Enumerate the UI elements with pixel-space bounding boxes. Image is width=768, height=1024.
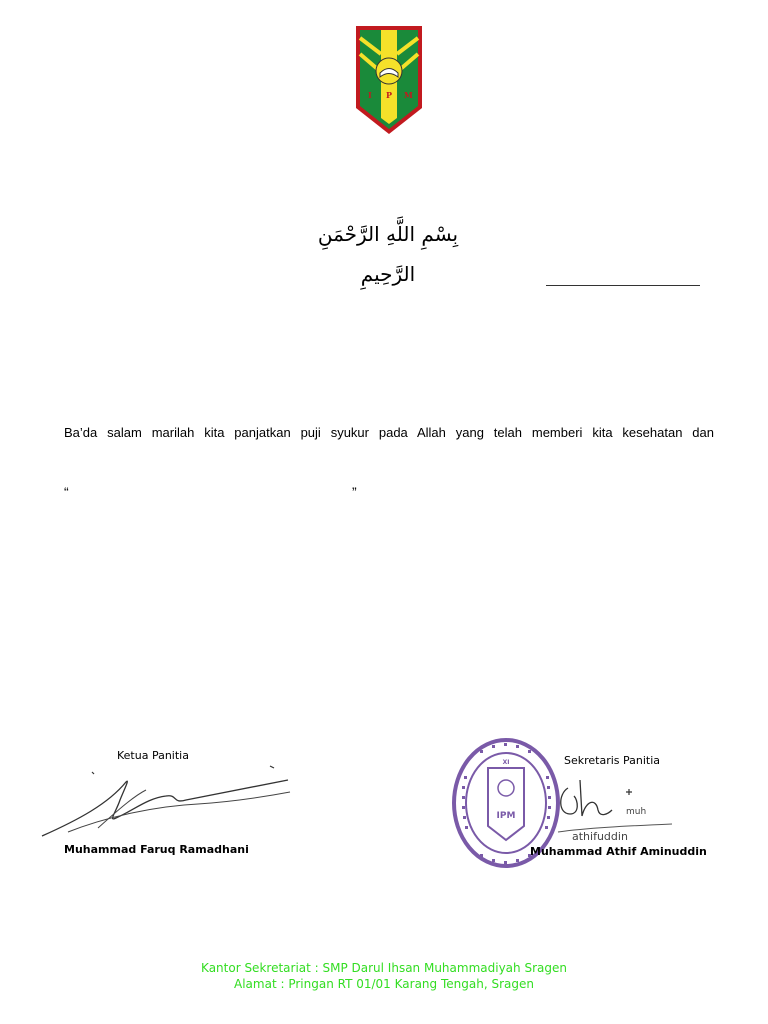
handwritten-signature: athifuddin	[572, 830, 628, 842]
stamp-letters: IPM	[496, 811, 516, 821]
footer	[0, 960, 768, 992]
name-ketua: Muhammad Faruq Ramadhani	[64, 843, 249, 856]
stamp-number: XI	[502, 759, 510, 766]
date-line	[546, 285, 700, 286]
logo-letter-i: I	[368, 90, 372, 100]
name-sekretaris: Muhammad Athif Aminuddin	[530, 845, 707, 858]
role-ketua: Ketua Panitia	[117, 749, 189, 762]
quote-close: ”	[352, 484, 357, 500]
body-paragraph: Ba’da salam marilah kita panjatkan puji syukur pada Allah yang telah memberi kita kesehatan dan	[64, 425, 714, 440]
footer-office-address: Kantor Sekretariat : SMP Darul Ihsan Muhammadiyah Sragen	[201, 961, 567, 975]
ipm-logo	[354, 24, 424, 136]
footer-address: Alamat : Pringan RT 01/01 Karang Tengah, Sragen	[234, 977, 534, 991]
signature-right	[556, 770, 676, 842]
signature-left	[38, 760, 298, 840]
logo-letter-p: P	[386, 90, 393, 100]
quote-open: “	[64, 484, 69, 500]
logo-letter-m: M	[404, 90, 413, 100]
basmala-text: بِسْمِ اللَّهِ الرَّحْمَنِ الرَّحِيمِ	[317, 222, 459, 286]
svg-text:muh: muh	[626, 807, 647, 817]
role-sekretaris: Sekretaris Panitia	[564, 754, 661, 767]
